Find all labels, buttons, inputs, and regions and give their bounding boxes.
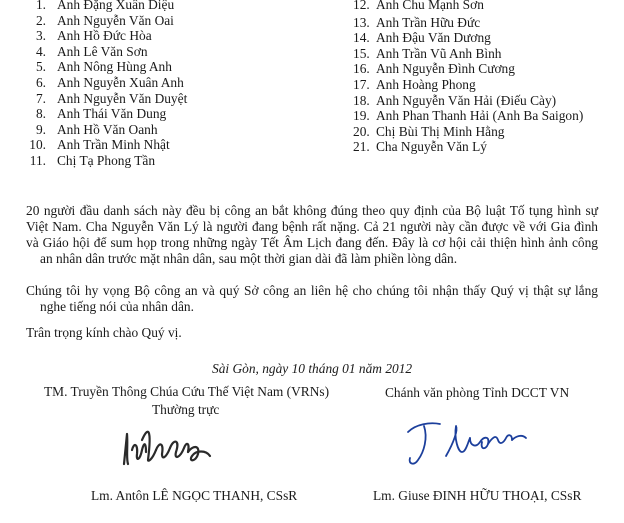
detainee-item — [26, 137, 187, 153]
detainee-name: Anh Trần Vũ Anh Bình — [376, 45, 502, 61]
detainee-number: 2. — [35, 12, 46, 28]
paragraph-line: nghe tiếng nói của nhân dân. — [40, 299, 194, 314]
detainee-number: 4. — [35, 43, 46, 59]
detainee-item — [26, 28, 187, 44]
detainee-number: 10. — [29, 137, 46, 153]
detainee-item — [353, 46, 583, 62]
detainee-item — [26, 153, 187, 169]
detainee-item — [26, 91, 187, 107]
detainee-number: 19. — [353, 108, 370, 124]
detainee-item — [26, 0, 187, 13]
detainee-number: 5. — [35, 59, 46, 75]
detainee-item — [353, 93, 583, 109]
detainee-name: Anh Hồ Văn Oanh — [57, 121, 158, 137]
detainee-item — [353, 139, 583, 155]
detainee-name: Cha Nguyễn Văn Lý — [376, 139, 487, 155]
detainee-number: 20. — [353, 123, 370, 139]
detainee-number: 16. — [353, 61, 370, 77]
detainee-name: Anh Nguyễn Xuân Anh — [57, 74, 184, 90]
detainee-number: 13. — [353, 14, 370, 30]
detainee-name: Anh Đặng Xuân Diệu — [57, 0, 175, 12]
paragraph-line: Chúng tôi hy vọng Bộ công an và quý Sở công an liên hệ cho chúng tôi nhận thấy Quý vị thật sự lắng — [26, 283, 598, 298]
detainee-name: Anh Nông Hùng Anh — [57, 59, 172, 75]
detainee-number: 21. — [353, 139, 370, 155]
detainee-name: Anh Trần Minh Nhật — [57, 137, 170, 153]
detainee-name: Anh Phan Thanh Hải (Anh Ba Saigon) — [376, 108, 584, 124]
paragraph-hope — [26, 283, 598, 315]
detainee-item — [353, 15, 583, 31]
left-signature-image — [118, 420, 218, 472]
detainee-item — [353, 30, 583, 46]
detainee-item — [353, 124, 583, 140]
detainee-list-left — [26, 0, 187, 169]
detainee-name: Anh Lê Văn Sơn — [57, 43, 148, 59]
closing-line — [26, 325, 598, 341]
right-signature-image — [400, 412, 540, 472]
detainee-item — [26, 13, 187, 29]
detainee-name: Anh Trần Hữu Đức — [376, 14, 481, 30]
right-signatory-org: Chánh văn phòng Tỉnh DCCT VN — [385, 385, 570, 400]
detainee-number: 1. — [35, 0, 46, 12]
right-signatory-name: Lm. Giuse ĐINH HỮU THOẠI, CSsR — [373, 488, 582, 503]
left-signatory-name: Lm. Antôn LÊ NGỌC THANH, CSsR — [91, 488, 298, 503]
detainee-name: Chị Bùi Thị Minh Hằng — [376, 123, 505, 139]
detainee-number: 7. — [35, 90, 46, 106]
detainee-name: Anh Nguyễn Văn Oai — [57, 12, 174, 28]
paragraph-line: Việt Nam. Cha Nguyễn Văn Lý là người đang bệnh rất nặng. Cả 21 người này cần được về với Gia đình — [26, 219, 598, 234]
detainee-item — [26, 75, 187, 91]
detainee-number: 8. — [35, 106, 46, 122]
paragraph-line: an nhân dân trước mặt nhân dân, sau một thời gian dài đã làm phiền lòng dân. — [40, 251, 458, 266]
detainee-number: 12. — [353, 0, 370, 12]
detainee-number: 14. — [353, 30, 370, 46]
detainee-number: 6. — [35, 74, 46, 90]
detainee-name: Anh Hồ Đức Hòa — [57, 28, 152, 44]
closing-text: Trân trọng kính chào Quý vị. — [26, 325, 182, 340]
detainee-item — [26, 44, 187, 60]
detainee-name: Anh Nguyễn Đình Cương — [376, 61, 515, 77]
detainee-name: Anh Hoàng Phong — [376, 76, 476, 92]
detainee-name: Anh Đậu Văn Dương — [376, 30, 491, 46]
detainee-item — [353, 108, 583, 124]
detainee-name: Anh Nguyễn Văn Hải (Điếu Cày) — [376, 92, 557, 108]
detainee-name: Anh Nguyễn Văn Duyệt — [57, 90, 188, 106]
left-signatory-org: TM. Truyền Thông Chúa Cứu Thế Việt Nam (VRNs) — [44, 384, 330, 399]
detainee-item — [26, 122, 187, 138]
paragraph-arrests — [26, 203, 598, 267]
date-line: Sài Gòn, ngày 10 tháng 01 năm 2012 — [212, 361, 413, 376]
detainee-name: Chị Tạ Phong Tần — [57, 152, 156, 168]
detainee-number: 3. — [35, 28, 46, 44]
paragraph-line: và Giáo hội để sum họp trong những ngày Tết Âm Lịch đang đến. Đây là cơ hội cải thiện hình ảnh công — [26, 235, 598, 250]
detainee-name: Anh Chu Mạnh Sơn — [376, 0, 484, 12]
left-signatory-role: Thường trực — [152, 402, 220, 417]
detainee-item — [353, 0, 583, 13]
detainee-item — [26, 106, 187, 122]
detainee-list-right — [353, 0, 583, 155]
detainee-number: 11. — [29, 152, 46, 168]
detainee-number: 17. — [353, 76, 370, 92]
detainee-item — [26, 59, 187, 75]
paragraph-line: 20 người đầu danh sách này đều bị công an bắt không đúng theo quy định của Bộ luật Tố tụng hình sự — [26, 203, 598, 218]
detainee-number: 15. — [353, 45, 370, 61]
detainee-item — [353, 77, 583, 93]
detainee-name: Anh Thái Văn Dung — [57, 106, 167, 122]
detainee-item — [353, 61, 583, 77]
detainee-number: 18. — [353, 92, 370, 108]
detainee-number: 9. — [35, 121, 46, 137]
